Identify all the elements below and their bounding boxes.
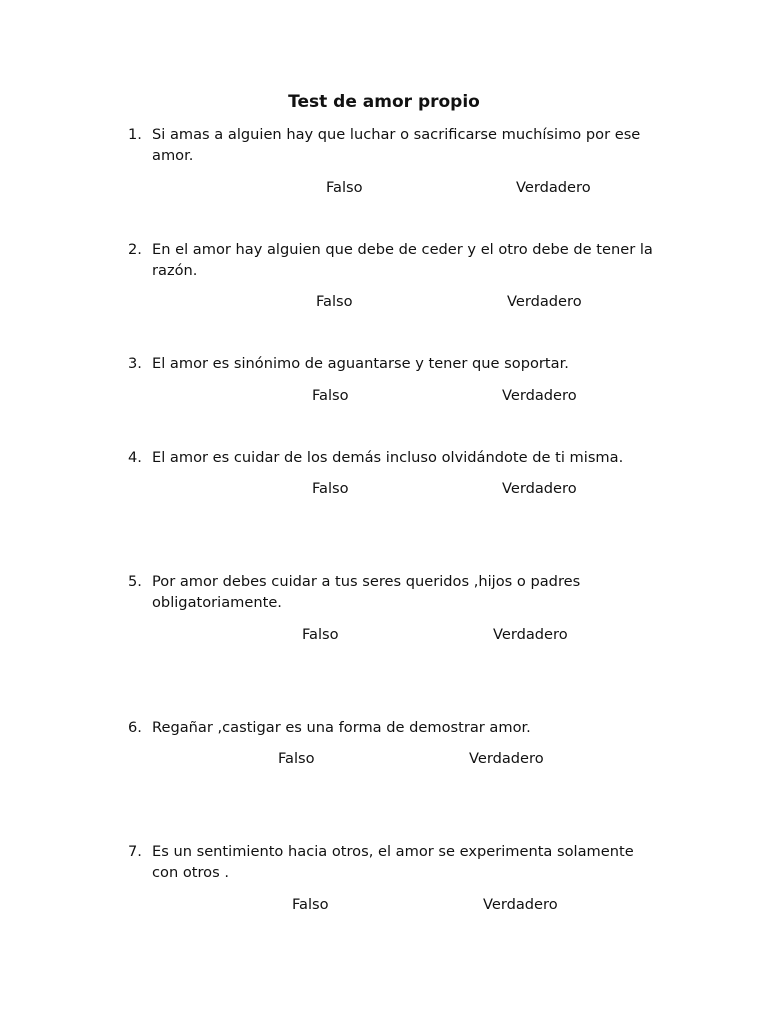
- true-option[interactable]: Verdadero: [483, 896, 558, 913]
- question-text: En el amor hay alguien que debe de ceder y el otro debe de tener la razón.: [152, 241, 653, 279]
- question-number: 3.: [128, 355, 142, 372]
- question-item: [0, 717, 768, 777]
- question-number: 7.: [128, 843, 142, 860]
- question-text: Regañar ,castigar es una forma de demostrar amor.: [152, 719, 531, 736]
- question-number: 4.: [128, 449, 142, 466]
- false-option[interactable]: Falso: [292, 896, 329, 913]
- question-text: El amor es cuidar de los demás incluso olvidándote de ti misma.: [152, 449, 624, 466]
- true-option[interactable]: Verdadero: [516, 179, 591, 196]
- question-text: Por amor debes cuidar a tus seres queridos ,hijos o padres obligatoriamente.: [152, 573, 581, 611]
- question-item: [0, 447, 768, 507]
- true-option[interactable]: Verdadero: [507, 293, 582, 310]
- page-title: Test de amor propio: [288, 92, 480, 112]
- false-option[interactable]: Falso: [312, 480, 349, 497]
- question-number: 6.: [128, 719, 142, 736]
- false-option[interactable]: Falso: [312, 387, 349, 404]
- question-text: El amor es sinónimo de aguantarse y tener que soportar.: [152, 355, 569, 372]
- false-option[interactable]: Falso: [316, 293, 353, 310]
- question-item: [0, 841, 768, 921]
- false-option[interactable]: Falso: [326, 179, 363, 196]
- true-option[interactable]: Verdadero: [502, 480, 577, 497]
- question-number: 2.: [128, 241, 142, 258]
- false-option[interactable]: Falso: [278, 750, 315, 767]
- question-text: Es un sentimiento hacia otros, el amor se experimenta solamente con otros .: [152, 843, 634, 881]
- question-number: 5.: [128, 573, 142, 590]
- question-item: [0, 353, 768, 413]
- false-option[interactable]: Falso: [302, 626, 339, 643]
- true-option[interactable]: Verdadero: [469, 750, 544, 767]
- question-text: Si amas a alguien hay que luchar o sacrificarse muchísimo por ese amor.: [152, 126, 641, 164]
- question-item: [0, 124, 768, 204]
- question-item: [0, 571, 768, 651]
- true-option[interactable]: Verdadero: [502, 387, 577, 404]
- question-number: 1.: [128, 126, 142, 143]
- true-option[interactable]: Verdadero: [493, 626, 568, 643]
- question-item: [0, 239, 768, 319]
